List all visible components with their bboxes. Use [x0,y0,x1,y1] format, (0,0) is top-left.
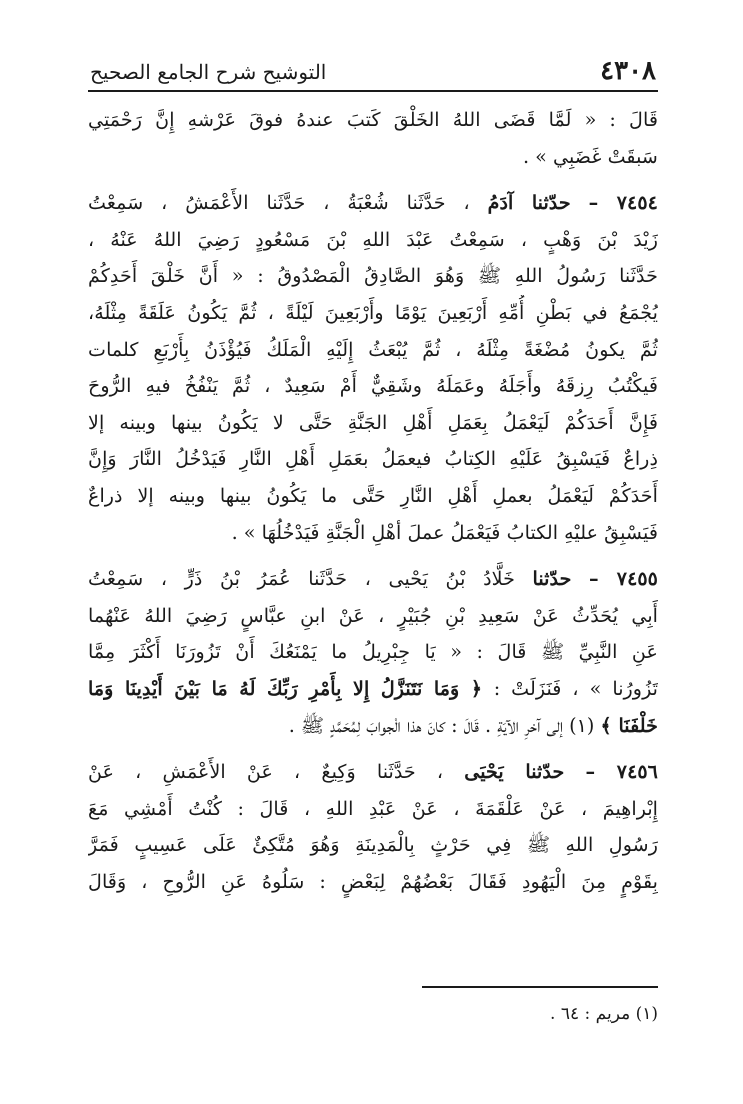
hadith-number: ٧٤٥٤ – [588,191,658,215]
text-segment: تَزُورُنا » ، فَنَزَلَتْ : [493,676,658,700]
footnote: (١) مريم : ٦٤ . [550,1004,658,1024]
book-title: التوشيح شرح الجامع الصحيح [90,60,327,84]
hadith-lead: حدّثنا [532,567,572,591]
text-line: إِبْراهِيمَ ، عَنْ عَلْقَمَةَ ، عَنْ عَبْدِ اللهِ ، قَالَ : كُنْتُ أَمْشِي مَعَ [88,796,658,820]
quran-verse: ﴿ وَمَا نَتَنَزَّلُ إِلا بِأَمْرِ رَبِّكَ لَهُ مَا بَيْنَ أَيْدِينَا وَمَا [88,676,494,700]
text-line: يُجْمَعُ في بَطْنِ أُمِّهِ أَرْبَعِينَ يَوْمًا وأَرْبَعِينَ لَيْلَةً ، ثُمَّ يَكُونُ عَلَقَةً مِثْلَهُ، [88,300,658,324]
text-line: فَإِنَّ أَحَدَكُمْ لَيَعْمَلُ بِعَمَلِ أَهْلِ الجَنَّةِ حَتَّى لا يَكُونُ بينها وبينه إلا [88,410,658,434]
page-number: ٤٣٠٨ [600,56,656,86]
hadith-lead: حدّثنا يَحْيَى [464,760,565,784]
text-line: ثُمَّ يكونُ مُضْغَةً مِثْلَهُ ، ثُمَّ يُبْعَثُ إِلَيْهِ الْمَلَكُ فَيُؤْذَنُ بِأَرْبَعِ كلمات [88,337,658,361]
main-text [88,102,658,900]
hadith-heading-line [88,754,658,791]
text-line: فَيَسْبِقُ عليْهِ الكتابُ فَيَعْمَلُ عملَ أهْلِ الْجَنَّةِ فَيَدْخُلُهَا » . [231,520,658,544]
text-line: أَحَدَكُمْ لَيَعْمَلُ بعملِ أَهْلِ النَّارِ حَتَّى ما يَكُونُ بينها وبينه إلا ذراعٌ [88,483,658,507]
footnote-separator [422,986,658,988]
document-page [88,56,658,1066]
text-line [88,671,658,708]
text-line: بِقَوْمٍ مِنَ الْيَهُودِ فَقَالَ بَعْضُهُمْ لِبَعْضٍ : سَلُوهُ عَنِ الرُّوحِ ، وَقَالَ [88,869,658,893]
text-line: زَيْدَ بْنَ وَهْبٍ ، سَمِعْتُ عَبْدَ اللهِ بْنَ مَسْعُودٍ رَضِيَ اللهُ عَنْهُ ، [88,227,658,251]
text-line: ذِراعٌ فَيَسْبِقُ عَلَيْهِ الكِتابُ فيعمَلُ بعَمَلِ أَهْلِ النَّارِ فَيَدْخُلُ النَّارَ وَإِنَّ [88,447,658,471]
text-segment: إلى آخرِ الآيَةِ . قَالَ : كانَ هذا الْجوابَ لِمُحَمَّدٍ ﷺ . [288,713,564,737]
text-line: عَنِ النَّبِيِّ ﷺ قَالَ : « يَا جِبْرِيلُ ما يَمْنَعُكَ أَنْ تَزُورَنَا أَكْثَرَ مِمَّا [88,640,658,664]
footnote-ref: (١) [563,713,601,737]
text-line: رَسُولِ اللهِ ﷺ فِي حَرْثٍ بِالْمَدِينَةِ وَهُوَ مُتَّكِئٌ عَلَى عَسِيبٍ فَمَرَّ [88,833,658,857]
hadith-heading-line [88,561,658,598]
quran-verse: خَلْفَنَا ﴾ [600,713,658,737]
text-line: فَيكْتُبُ رِزقَهُ وأَجَلَهُ وعَمَلَهُ وشَقِيٌّ أَمْ سَعِيدٌ ، ثُمَّ يَنْفُخُ فيهِ الرُّوحَ [88,374,658,398]
hadith-heading-line [88,185,658,222]
hadith-number: ٧٤٥٦ – [585,760,658,784]
text-segment: ، حَدَّثَنا شُعْبَةُ ، حَدَّثَنا الأَعْمَشُ ، سَمِعْتُ [88,191,488,215]
page-header [88,56,658,92]
text-line: قَالَ : « لَمَّا قَضَى اللهُ الخَلْقَ كَتبَ عندهُ فوقَ عَرْشهِ إِنَّ رَحْمَتِي [88,108,658,131]
hadith-lead: حدّثنا آدَمُ [487,191,571,215]
text-line: حَدَّثَنا رَسُولُ اللهِ ﷺ وَهُوَ الصَّادِقُ الْمَصْدُوقُ : « أَنَّ خَلْقَ أَحَدِكُمْ [88,264,658,288]
text-segment: خَلَّادُ بْنُ يَحْيى ، حَدَّثَنا عُمَرُ بْنُ ذَرٍّ ، سَمِعْتُ [88,567,533,591]
text-line: سَبقَتْ غَضَبِي » . [522,144,658,168]
hadith-number: ٧٤٥٥ – [589,567,658,591]
text-line [88,708,658,745]
text-segment: ، حَدَّثَنا وَكِيعٌ ، عَنْ الأَعْمَشِ ، عَنْ [88,760,465,784]
text-line: أَبِي يُحَدِّثُ عَنْ سَعِيدِ بْنِ جُبَيْرٍ ، عَنْ ابنِ عبَّاسٍ رَضِيَ اللهُ عَنْهُما [88,603,658,627]
